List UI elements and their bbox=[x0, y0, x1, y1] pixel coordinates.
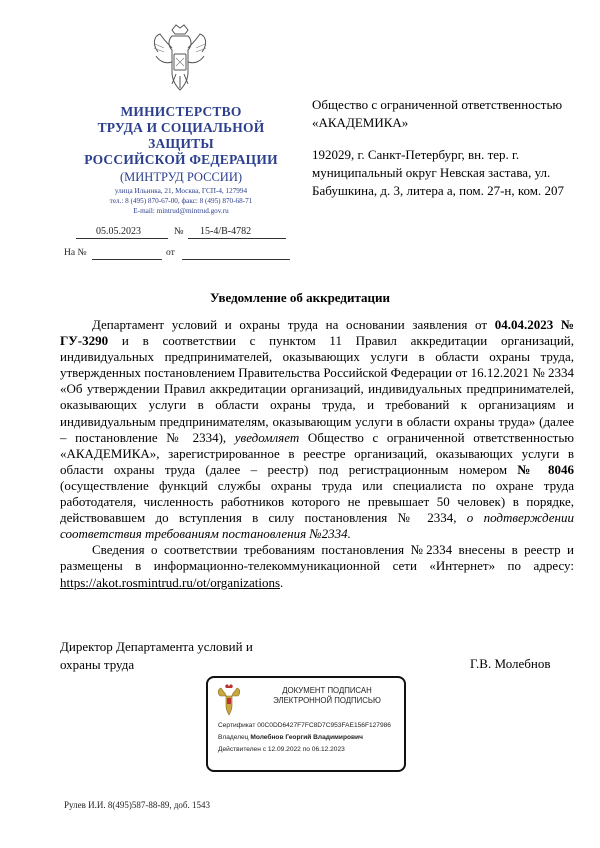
registration-number: № 8046 bbox=[517, 461, 574, 477]
ministry-email: E-mail: mintrud@mintrud.gov.ru bbox=[133, 207, 229, 215]
stamp-heading bbox=[252, 686, 402, 706]
outgoing-registration bbox=[76, 226, 286, 240]
document-title: Уведомление об аккредитации bbox=[210, 290, 390, 305]
ministry-address: улица Ильинка, 21, Москва, ГСП-4, 127994 bbox=[114, 187, 248, 195]
ministry-name-line: РОССИЙСКОЙ ФЕДЕРАЦИИ bbox=[84, 152, 278, 167]
body-text bbox=[553, 317, 561, 332]
ministry-name-line: МИНИСТЕРСТВО bbox=[120, 104, 242, 119]
e-signature-stamp bbox=[206, 676, 406, 772]
reference-from-label: от bbox=[166, 248, 175, 258]
outgoing-date: 05.05.2023 bbox=[96, 226, 141, 237]
reference-number-blank bbox=[92, 259, 162, 260]
recipient-address: 192029, г. Санкт-Петербург, вн. тер. г. муниципальный округ Невская застава, ул. Бабушкина, д. 3, литера а, пом. 27-н, ком. 207 bbox=[312, 147, 565, 198]
body-text: Общество с ограниченной ответственностью «АКАДЕМИКА», зарегистрированное в реестре организаций, оказывающих услуги в области охраны труда (далее – реестр) под регистрационным номером bbox=[60, 429, 574, 477]
reference-number-label: На № bbox=[64, 248, 87, 258]
registry-link[interactable]: https://akot.rosmintrud.ru/ot/organizations bbox=[60, 574, 281, 590]
body-text: (осуществление функций службы охраны труда или специалиста по охране труда работодателя, численность работников которого не превышает 50 человек) в порядке, действовавшем до вступления в силу постановления № 2334, bbox=[60, 477, 574, 526]
stamp-emblem-icon bbox=[216, 684, 242, 716]
body-text: . bbox=[280, 574, 284, 590]
signer-position: Директор Департамента условий и охраны труда bbox=[60, 639, 253, 672]
reference-date-blank bbox=[182, 259, 290, 260]
stamp-valid-from: 12.09.2022 bbox=[267, 746, 301, 753]
stamp-heading-line: ЭЛЕКТРОННОЙ ПОДПИСЬЮ bbox=[273, 696, 381, 705]
stamp-owner-row bbox=[218, 734, 363, 742]
stamp-valid-label: Действителен с bbox=[218, 746, 266, 753]
recipient-org: Общество с ограниченной ответственностью «АКАДЕМИКА» bbox=[312, 97, 563, 130]
executor-footer: Рулев И.И. 8(495)587-88-89, доб. 1543 bbox=[64, 800, 210, 810]
stamp-cert-label: Сертификат bbox=[218, 722, 256, 729]
stamp-valid-to: 06.12.2023 bbox=[311, 746, 345, 753]
outgoing-number-label: № bbox=[174, 226, 184, 237]
reference-registration bbox=[64, 248, 294, 262]
body-text: Департамент условий и охраны труда на основании заявления от bbox=[92, 317, 495, 332]
signer-name: Г.В. Молебнов bbox=[470, 656, 551, 671]
stamp-heading-line: ДОКУМЕНТ ПОДПИСАН bbox=[282, 686, 372, 695]
ministry-phone: тел.: 8 (495) 870-67-00, факс: 8 (495) 870-68-71 bbox=[109, 197, 253, 205]
body-emphasis: уведомляет bbox=[234, 429, 300, 445]
coat-of-arms-icon bbox=[150, 22, 210, 94]
body-paragraph-2 bbox=[60, 542, 574, 590]
outgoing-number: 15-4/В-4782 bbox=[200, 226, 252, 237]
body-paragraph-1 bbox=[60, 317, 574, 542]
body-emphasis: о подтверждении соответствия требованиям постановления №2334. bbox=[60, 510, 575, 542]
stamp-certificate-row bbox=[218, 722, 391, 730]
stamp-owner-value: Молебнов Георгий Владимирович bbox=[250, 734, 363, 741]
body-text: и в соответствии с пунктом 11 Правил аккредитации организаций, индивидуальных предпринимателей, оказывающих услуги в области охраны труда, утвержденных постановлением Правительства Российской Федерации от 16.12.2021 № 2334 «Об утверждении Правил аккредитации организаций, индивидуальных предпринимателей, оказывающих услуги в области охраны труда, и требований к организациям и индивидуальным предпринимателям, оказывающим услуги в области охраны труда» (далее – постановление № 2334), bbox=[60, 333, 574, 445]
date-underline bbox=[76, 238, 168, 239]
recipient-block bbox=[312, 96, 578, 200]
ministry-name-line: ТРУДА И СОЦИАЛЬНОЙ bbox=[97, 120, 265, 135]
stamp-owner-label: Владелец bbox=[218, 734, 249, 741]
ministry-contacts bbox=[60, 186, 302, 216]
application-number: № ГУ-3290 bbox=[60, 317, 575, 349]
stamp-validity-row bbox=[218, 746, 345, 754]
letter-body bbox=[60, 317, 574, 591]
ministry-name bbox=[60, 104, 302, 168]
body-text: Сведения о соответствии требованиям постановления №2334 внесены в реестр и размещены в информационно-телекоммуникационной сети «Интернет» по адресу: bbox=[60, 542, 574, 574]
ministry-short-name: (МИНТРУД РОССИИ) bbox=[119, 170, 243, 184]
stamp-cert-value: 00C0DD6427F7FC8D7C953FAE156F127986 bbox=[257, 722, 391, 729]
stamp-valid-to-label: по bbox=[302, 746, 310, 753]
application-date: 04.04.2023 bbox=[494, 317, 554, 332]
ministry-name-line: ЗАЩИТЫ bbox=[148, 136, 214, 151]
number-underline bbox=[188, 238, 286, 239]
